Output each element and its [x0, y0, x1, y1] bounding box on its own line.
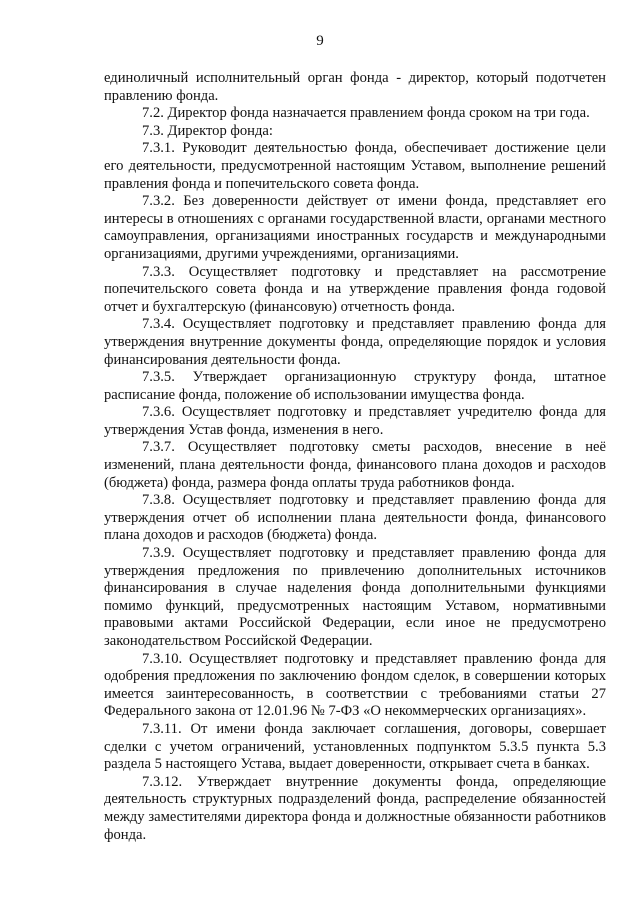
paragraph-7-3-2: 7.3.2. Без доверенности действует от имени фонда, представляет его интересы в отношениях с органами государственной власти, органами местного самоуправления, организациями иностранных государств и международными организациями, другими учреждениями, организациями.	[104, 193, 606, 262]
paragraph-7-3-6: 7.3.6. Осуществляет подготовку и представляет учредителю фонда для утверждения Устав фонда, изменения в него.	[104, 404, 606, 438]
paragraph-7-3-7: 7.3.7. Осуществляет подготовку сметы расходов, внесение в неё изменений, плана деятельности фонда, финансового плана доходов и расходов (бюджета) фонда, размера фонда оплаты труда работников фонда.	[104, 439, 606, 491]
paragraph-7-3-5: 7.3.5. Утверждает организационную структуру фонда, штатное расписание фонда, положение об использовании имущества фонда.	[104, 369, 606, 403]
paragraph-7-3-12: 7.3.12. Утверждает внутренние документы фонда, определяющие деятельность структурных подразделений фонда, распределение обязанностей между заместителями директора фонда и должностные обязанности работников фонда.	[104, 773, 606, 843]
paragraph-7-3-4: 7.3.4. Осуществляет подготовку и представляет правлению фонда для утверждения внутренние документы фонда, определяющие порядок и условия финансирования деятельности фонда.	[104, 316, 606, 368]
paragraph-7-3-10: 7.3.10. Осуществляет подготовку и представляет правлению фонда для одобрения предложения по заключению фондом сделок, в совершении которых имеется заинтересованность, в соответствии с требованиями статьи 27 Федерального закона от 12.01.96 № 7-ФЗ «О некоммерческих организациях».	[104, 650, 606, 720]
paragraph-7-3: 7.3. Директор фонда:	[142, 122, 273, 139]
paragraph-7-2: 7.2. Директор фонда назначается правлением фонда сроком на три года.	[142, 105, 590, 122]
paragraph-continuation: единоличный исполнительный орган фонда - директор, который подотчетен правлению фонда.	[104, 70, 606, 104]
paragraph-7-3-3: 7.3.3. Осуществляет подготовку и представляет на рассмотрение попечительского совета фонда и на утверждение правления фонда годовой отчет и бухгалтерскую (финансовую) отчетность фонда.	[104, 263, 606, 315]
body-text	[104, 70, 606, 844]
paragraph-7-3-11: 7.3.11. От имени фонда заключает соглашения, договоры, совершает сделки с учетом ограничений, установленных подпунктом 5.3.5 пункта 5.3 раздела 5 настоящего Устава, выдает доверенности, открывает счета в банках.	[104, 720, 606, 773]
page-number: 9	[316, 33, 324, 49]
paragraph-7-3-1: 7.3.1. Руководит деятельностью фонда, обеспечивает достижение цели его деятельности, предусмотренной настоящим Уставом, выполнение решений правления фонда и попечительского совета фонда.	[104, 140, 606, 192]
paragraph-7-3-8: 7.3.8. Осуществляет подготовку и представляет правлению фонда для утверждения отчет об исполнении плана деятельности фонда, финансового плана доходов и расходов (бюджета) фонда.	[104, 492, 606, 544]
paragraph-7-3-9: 7.3.9. Осуществляет подготовку и представляет правлению фонда для утверждения предложения по привлечению дополнительных источников финансирования в случае наделения фонда дополнительными функциями помимо функций, предусмотренных настоящим Уставом, нормативными правовыми актами Российской Федерации, если иное не предусмотрено законодательством Российской Федерации.	[104, 545, 606, 649]
